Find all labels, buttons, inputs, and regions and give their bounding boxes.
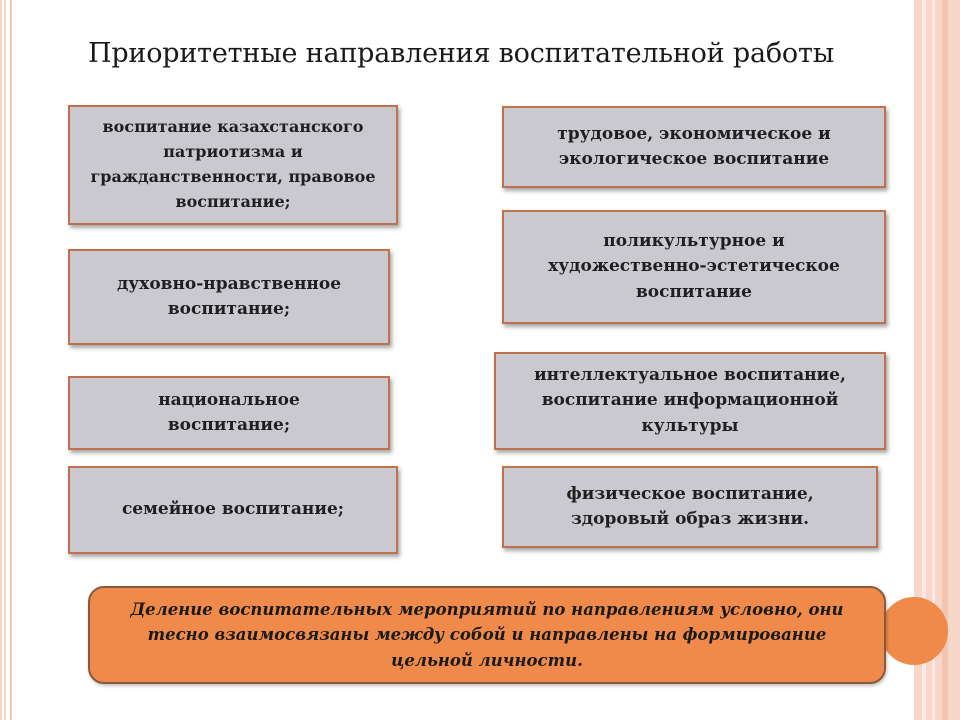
box-national (68, 376, 390, 450)
note-text: Деление воспитательных мероприятий по направлениям условно, они тесно взаимосвязаны между собой и направлены на формирование цельной личности. (130, 599, 844, 670)
slide-title: Приоритетные направления воспитательной работы (88, 38, 834, 69)
box-patriotism (68, 105, 398, 225)
decorative-circle (880, 597, 948, 665)
box-multicultural (502, 210, 886, 324)
box-label: духовно-нравственное воспитание; (116, 273, 342, 319)
box-labor-economic (502, 106, 886, 188)
note-callout (88, 586, 886, 684)
box-label: интеллектуальное воспитание, воспитание информационной культуры (534, 364, 846, 436)
box-family (68, 466, 398, 554)
box-label: воспитание казахстанского патриотизма и гражданственности, правовое воспитание; (90, 117, 376, 211)
box-label: трудовое, экономическое и экологическое воспитание (557, 123, 831, 169)
box-label: физическое воспитание, здоровый образ жизни. (566, 483, 814, 529)
left-decorative-line (10, 0, 12, 720)
box-spiritual-moral (68, 249, 390, 345)
box-label: поликультурное и художественно-эстетическое воспитание (548, 230, 840, 302)
box-intellectual (494, 352, 886, 450)
right-frame-stripe (942, 0, 948, 720)
box-label: семейное воспитание; (121, 499, 345, 520)
box-physical (502, 466, 878, 548)
box-label: национальное воспитание; (158, 389, 300, 435)
left-decorative-frame (0, 0, 8, 720)
